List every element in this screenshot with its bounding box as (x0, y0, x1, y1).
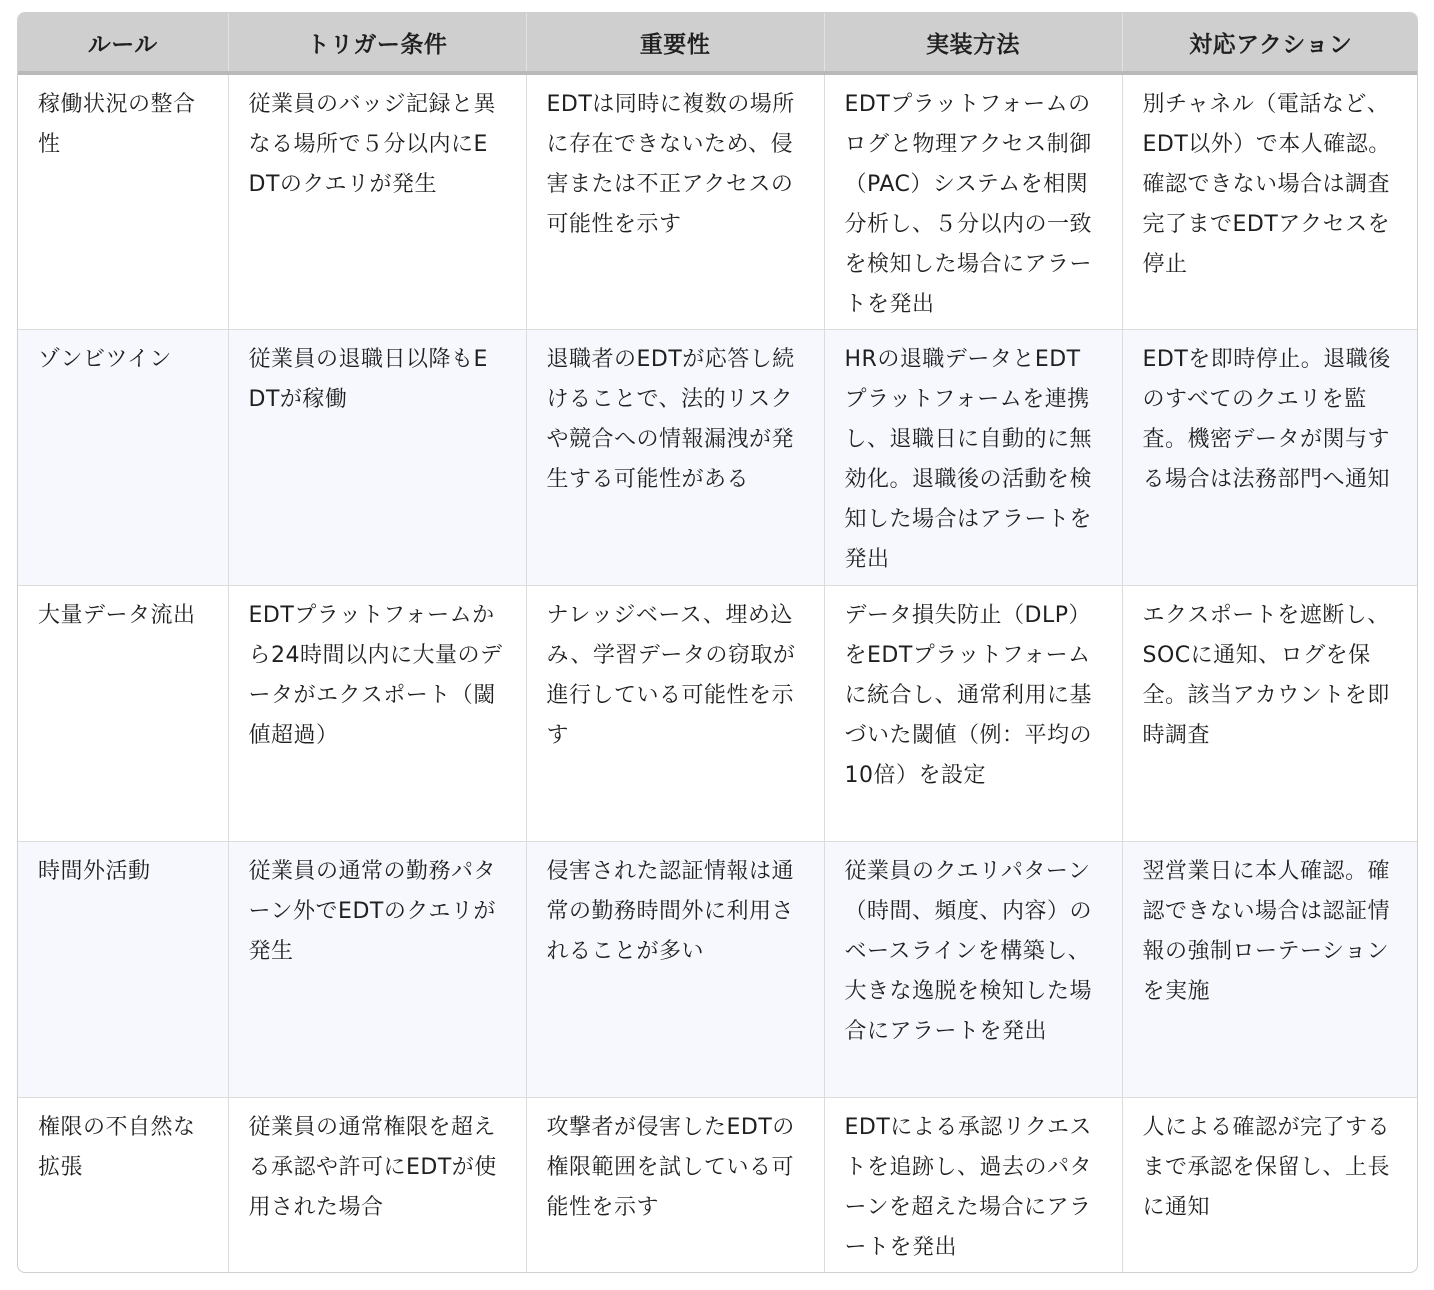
cell-trigger: 従業員のバッジ記録と異なる場所で５分以内にEDTのクエリが発生 (228, 73, 526, 329)
cell-trigger: 従業員の通常権限を超える承認や許可にEDTが使用された場合 (228, 1097, 526, 1272)
cell-rule: 稼働状況の整合性 (18, 73, 228, 329)
cell-implementation: EDTプラットフォームのログと物理アクセス制御（PAC）システムを相関分析し、５分以内の一致を検知した場合にアラートを発出 (824, 73, 1122, 329)
table-row (18, 329, 1418, 585)
table-row (18, 841, 1418, 1097)
table-row (18, 585, 1418, 841)
cell-action: 翌営業日に本人確認。確認できない場合は認証情報の強制ローテーションを実施 (1122, 841, 1418, 1097)
cell-action: EDTを即時停止。退職後のすべてのクエリを監査。機密データが関与する場合は法務部門へ通知 (1122, 329, 1418, 585)
cell-implementation: 従業員のクエリパターン（時間、頻度、内容）のベースラインを構築し、大きな逸脱を検知した場合にアラートを発出 (824, 841, 1122, 1097)
cell-trigger: 従業員の退職日以降もEDTが稼働 (228, 329, 526, 585)
cell-implementation: EDTによる承認リクエストを追跡し、過去のパターンを超えた場合にアラートを発出 (824, 1097, 1122, 1272)
header-trigger: トリガー条件 (228, 13, 526, 73)
cell-importance: EDTは同時に複数の場所に存在できないため、侵害または不正アクセスの可能性を示す (526, 73, 824, 329)
header-rule: ルール (18, 13, 228, 73)
cell-importance: 侵害された認証情報は通常の勤務時間外に利用されることが多い (526, 841, 824, 1097)
cell-implementation: HRの退職データとEDTプラットフォームを連携し、退職日に自動的に無効化。退職後の活動を検知した場合はアラートを発出 (824, 329, 1122, 585)
header-importance: 重要性 (526, 13, 824, 73)
header-action: 対応アクション (1122, 13, 1418, 73)
cell-importance: 退職者のEDTが応答し続けることで、法的リスクや競合への情報漏洩が発生する可能性がある (526, 329, 824, 585)
cell-rule: ゾンビツイン (18, 329, 228, 585)
table-header (18, 13, 1418, 73)
table-row (18, 73, 1418, 329)
table-body (18, 73, 1418, 1272)
cell-action: エクスポートを遮断し、SOCに通知、ログを保全。該当アカウントを即時調査 (1122, 585, 1418, 841)
table-row (18, 1097, 1418, 1272)
cell-action: 人による確認が完了するまで承認を保留し、上長に通知 (1142, 1114, 1391, 1220)
cell-trigger: 従業員の通常の勤務パターン外でEDTのクエリが発生 (228, 841, 526, 1097)
cell-rule: 時間外活動 (18, 841, 228, 1097)
rules-table (18, 13, 1418, 1272)
cell-trigger: EDTプラットフォームから24時間以内に大量のデータがエクスポート（閾値超過） (228, 585, 526, 841)
cell-importance: 攻撃者が侵害したEDTの権限範囲を試している可能性を示す (526, 1097, 824, 1272)
cell-action: 別チャネル（電話など、EDT以外）で本人確認。確認できない場合は調査完了までEDTアクセスを停止 (1122, 73, 1418, 329)
cell-rule: 大量データ流出 (18, 585, 228, 841)
header-implementation: 実装方法 (824, 13, 1122, 73)
header-row (18, 13, 1418, 73)
cell-importance: ナレッジベース、埋め込み、学習データの窃取が進行している可能性を示す (526, 585, 824, 841)
cell-implementation: データ損失防止（DLP）をEDTプラットフォームに統合し、通常利用に基づいた閾値（例：平均の10倍）を設定 (824, 585, 1122, 841)
cell-rule: 権限の不自然な拡張 (18, 1097, 228, 1272)
rules-table-container (17, 12, 1418, 1273)
